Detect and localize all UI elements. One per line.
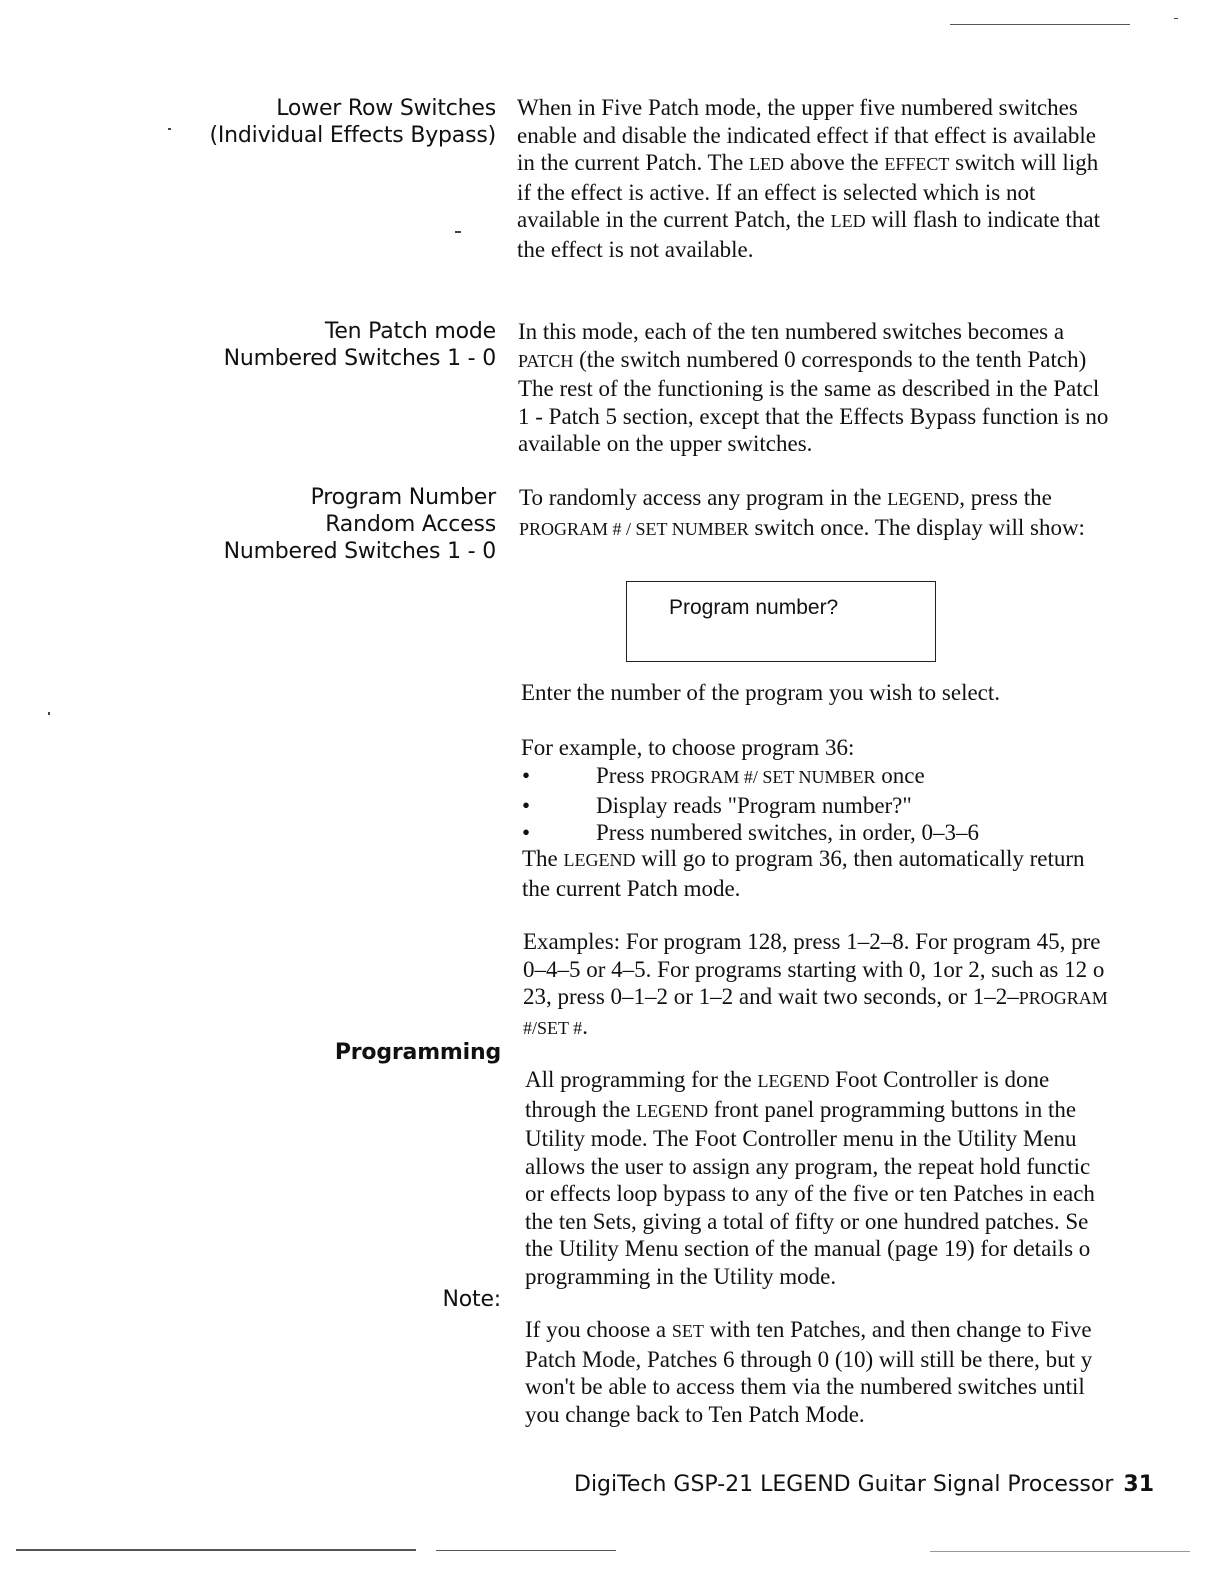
page-footer (574, 1472, 1154, 1497)
enter-number-text: Enter the number of the program you wish to select. (521, 680, 1001, 705)
small-caps-term: #/SET # (523, 1017, 583, 1038)
lcd-display-box (626, 581, 936, 662)
text-line: the current Patch mode. (522, 875, 741, 901)
text-line: or effects loop bypass to any of the five or ten Patches in each (525, 1181, 1095, 1206)
text-line: the ten Sets, giving a total of fifty or one hundred patches. Se (525, 1208, 1089, 1234)
program-number-label: Program Number (310, 485, 496, 510)
scan-speck (455, 231, 461, 233)
lower-row-text (517, 94, 1100, 263)
text-line: you change back to Ten Patch Mode. (525, 1401, 865, 1427)
text-line: available in the current Patch, the LED will flash to indicate that (517, 207, 1100, 232)
program-number-text (519, 484, 1085, 543)
text-line: if the effect is active. If an effect is selected which is not (517, 179, 1036, 205)
example-result (522, 845, 1085, 902)
text-line: #/SET #. (523, 1013, 588, 1039)
text-line: programming in the Utility mode. (525, 1263, 837, 1289)
text-line: Utility mode. The Foot Controller menu in the Utility Menu (525, 1126, 1077, 1151)
small-caps-term: PROGRAM # / SET NUMBER (519, 518, 749, 539)
programming-heading: Programming (334, 1040, 501, 1065)
scan-speck (48, 712, 50, 715)
text-line: All programming for the LEGEND Foot Controller is done (525, 1067, 1050, 1092)
text-line: The LEGEND will go to program 36, then automatically return (522, 846, 1085, 871)
text-line: To randomly access any program in the LEGEND, press the (519, 485, 1052, 510)
text-line: Patch Mode, Patches 6 through 0 (10) will still be there, but y (525, 1346, 1093, 1372)
lcd-display-text: Program number? (669, 596, 839, 619)
scan-artifact-line (950, 24, 1130, 25)
text-line: PATCH (the switch numbered 0 corresponds to the tenth Patch) (518, 346, 1087, 372)
note-text (525, 1316, 1092, 1428)
text-line: 1 - Patch 5 section, except that the Effects Bypass function is no (518, 403, 1109, 429)
small-caps-term: LEGEND (887, 489, 960, 509)
small-caps-term: LEGEND (636, 1100, 709, 1121)
small-caps-term: PROGRAM #/ SET NUMBER (650, 767, 876, 787)
scan-speck (1174, 18, 1178, 19)
text-line: available on the upper switches. (518, 431, 813, 456)
bullet-icon: • (522, 820, 531, 845)
text-line: through the LEGEND front panel programming buttons in the (525, 1096, 1077, 1122)
scan-artifact-line (930, 1551, 1190, 1552)
bullet-item: • Press PROGRAM #/ SET NUMBER once (522, 763, 925, 788)
text-line: Examples: For program 128, press 1–2–8. For program 45, pre (523, 929, 1101, 954)
small-caps-term: PATCH (518, 350, 574, 371)
text-line: enable and disable the indicated effect if that effect is available (517, 122, 1096, 148)
example-bullets (522, 762, 979, 847)
bullet-item: • Press numbered switches, in order, 0–3–6 (522, 820, 979, 845)
scan-speck (168, 128, 171, 130)
ten-patch-sublabel: Numbered Switches 1 - 0 (223, 346, 496, 371)
small-caps-term: LEGEND (757, 1071, 830, 1091)
example-intro: For example, to choose program 36: (521, 735, 855, 760)
scan-artifact-line (436, 1550, 616, 1551)
bullet-item: • Display reads "Program number?" (522, 792, 912, 818)
lower-row-label: Lower Row Switches (276, 96, 496, 121)
text-line: allows the user to assign any program, the repeat hold functic (525, 1153, 1091, 1179)
text-line: won't be able to access them via the numbered switches until (525, 1374, 1085, 1399)
text-line: PROGRAM # / SET NUMBER switch once. The display will show: (519, 514, 1085, 540)
text-line: When in Five Patch mode, the upper five numbered switches (517, 95, 1078, 120)
random-access-label: Random Access (325, 512, 496, 537)
text-line: the effect is not available. (517, 236, 754, 262)
numbered-switches-label: Numbered Switches 1 - 0 (223, 539, 496, 564)
text-line: If you choose a SET with ten Patches, and then change to Five (525, 1317, 1092, 1342)
ten-patch-text (518, 318, 1108, 458)
small-caps-term: EFFECT (884, 154, 950, 174)
bullet-icon: • (522, 792, 531, 818)
note-label: Note: (442, 1287, 501, 1312)
scan-artifact-line (16, 1549, 416, 1551)
footer-title: DigiTech GSP-21 LEGEND Guitar Signal Processor (574, 1472, 1114, 1497)
examples-paragraph (523, 928, 1108, 1042)
lower-row-sublabel: (Individual Effects Bypass) (209, 123, 496, 148)
text-line: In this mode, each of the ten numbered switches becomes a (518, 319, 1065, 344)
small-caps-term: LEGEND (563, 850, 636, 870)
programming-text (525, 1066, 1095, 1290)
text-line: 0–4–5 or 4–5. For programs starting with 0, 1or 2, such as 12 o (523, 956, 1105, 982)
text-line: 23, press 0–1–2 or 1–2 and wait two seconds, or 1–2–PROGRAM (523, 984, 1108, 1009)
text-line: in the current Patch. The LED above the EFFECT switch will ligh (517, 150, 1099, 175)
bullet-icon: • (522, 763, 531, 788)
ten-patch-label: Ten Patch mode (324, 319, 496, 344)
small-caps-term: PROGRAM (1018, 988, 1108, 1008)
small-caps-term: SET (671, 1321, 704, 1341)
page-number: 31 (1123, 1472, 1155, 1497)
text-line: the Utility Menu section of the manual (page 19) for details o (525, 1236, 1091, 1261)
text-line: The rest of the functioning is the same as described in the Patcl (518, 376, 1100, 401)
small-caps-term: LED (749, 154, 785, 174)
small-caps-term: LED (830, 211, 866, 231)
